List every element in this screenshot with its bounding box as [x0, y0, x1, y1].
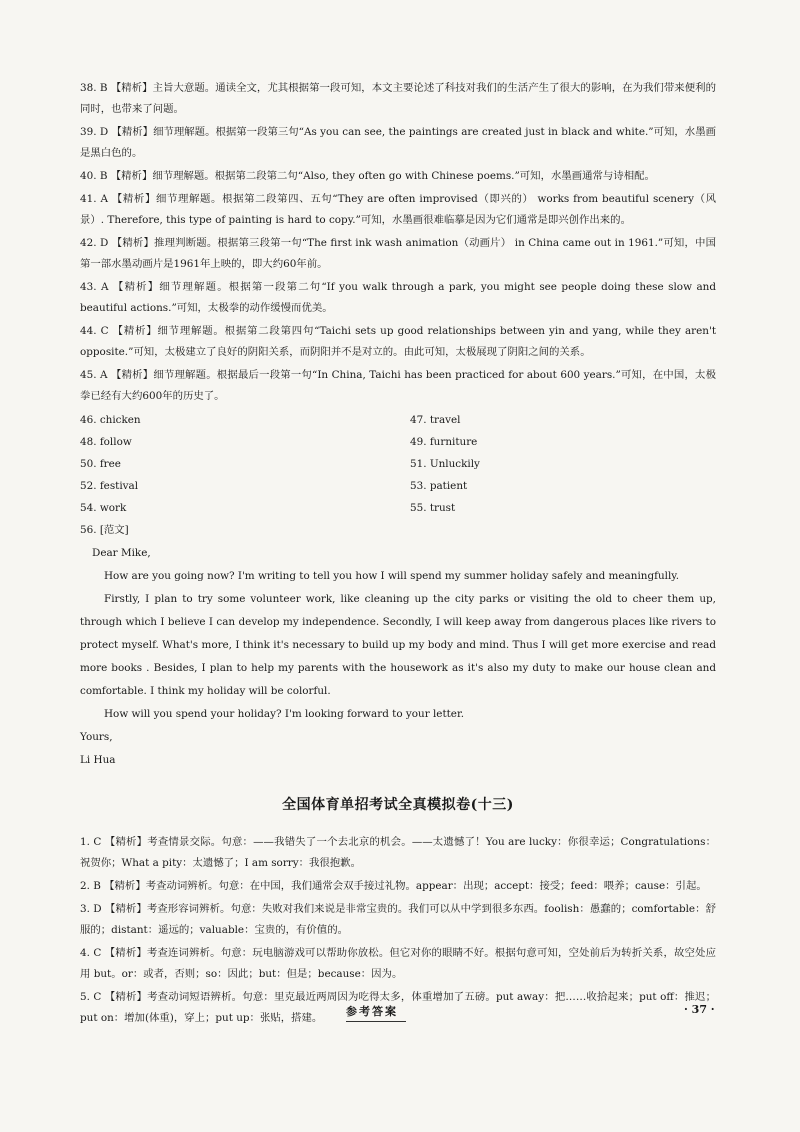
answers-part-b	[80, 832, 716, 1029]
vocab-item: 54. work	[80, 502, 127, 514]
essay-paragraph: How will you spend your holiday? I'm looking forward to your letter.	[104, 708, 465, 720]
answer-item: 45. A 【精析】细节理解题。根据最后一段第一句“In China, Taichi has been practiced for about 600 years.”可知，在中国，太极拳已经有大约600年的历史了。	[80, 369, 716, 402]
answer-item: 44. C 【精析】细节理解题。根据第二段第四句“Taichi sets up good relationships between yin and yang, while they aren't opposite.”可知，太极建立了良好的阴阳关系，而阴阳并不是对立的。由此可知，太极展现了阴阳之间的关系。	[80, 325, 716, 358]
vocab-item: 46. chicken	[80, 414, 141, 426]
answer-item: 5. C 【精析】考查动词短语辨析。句意：里克最近两周因为吃得太多，体重增加了五磅。put away：把……收拾起来；put off：推迟；put on：增加(体重)，穿上；put up：张贴，搭建。	[80, 991, 716, 1024]
answer-item: 1. C 【精析】考查情景交际。句意：——我错失了一个去北京的机会。——太遗憾了！You are lucky：你很幸运；Congratulations：祝贺你；What a pity：太遗憾了；I am sorry：我很抱歉。	[80, 836, 716, 869]
vocab-answers	[80, 409, 716, 519]
answer-item: 40. B 【精析】细节理解题。根据第二段第二句“Also, they often go with Chinese poems.”可知，水墨画通常与诗相配。	[80, 170, 655, 182]
model-essay	[80, 519, 716, 772]
answer-item: 3. D 【精析】考查形容词辨析。句意：失败对我们来说是非常宝贵的。我们可以从中学到很多东西。foolish：愚蠢的；comfortable：舒服的；distant：遥远的；valuable：宝贵的，有价值的。	[80, 903, 716, 936]
essay-paragraph: Firstly, I plan to try some volunteer work, like cleaning up the city parks or visiting the old to cheer them up, through which I believe I can develop my independence. Secondly, I will keep away from dangerous places like rivers to protect myself. What's more, I think it's necessary to build up my body and mind. Thus I will get more exercise and read more books . Besides, I plan to help my parents with the housework as it's also my duty to make our house clean and comfortable. I think my holiday will be colorful.	[80, 593, 716, 697]
essay-label: 56. [范文]	[80, 524, 129, 536]
page-number: · 37 ·	[684, 1003, 715, 1016]
footer-label: 参考答案	[346, 1005, 398, 1018]
vocab-item: 51. Unluckily	[410, 458, 480, 470]
essay-greeting: Dear Mike,	[92, 547, 151, 559]
answer-item: 2. B 【精析】考查动词辨析。句意：在中国，我们通常会双手接过礼物。appear：出现；accept：接受；feed：喂养；cause：引起。	[80, 880, 707, 892]
answer-content	[80, 78, 716, 1031]
essay-signature: Li Hua	[80, 754, 116, 766]
footer-underline	[346, 1021, 406, 1022]
answer-item: 43. A 【精析】细节理解题。根据第一段第二句“If you walk through a park, you might see people doing these slow and beautiful actions.”可知，太极拳的动作缓慢而优美。	[80, 281, 716, 314]
section-title: 全国体育单招考试全真模拟卷(十三)	[282, 797, 514, 813]
answer-item: 42. D 【精析】推理判断题。根据第三段第一句“The first ink wash animation（动画片） in China came out in 1961.”可知，中国第一部水墨动画片是1961年上映的，即大约60年前。	[80, 237, 716, 270]
answer-item: 41. A 【精析】细节理解题。根据第二段第四、五句“They are often improvised（即兴的） works from beautiful scenery（风景）. Therefore, this type of painting is hard to copy.”可知，水墨画很难临摹是因为它们通常是即兴创作出来的。	[80, 193, 716, 226]
vocab-item: 48. follow	[80, 436, 132, 448]
vocab-item: 52. festival	[80, 480, 139, 492]
answer-item: 4. C 【精析】考查连词辨析。句意：玩电脑游戏可以帮助你放松。但它对你的眼睛不好。根据句意可知，空处前后为转折关系，故空处应用 but。or：或者，否则；so：因此；but：但是；because：因为。	[80, 947, 716, 980]
vocab-item: 47. travel	[410, 414, 461, 426]
essay-paragraph: How are you going now? I'm writing to tell you how I will spend my summer holiday safely and meaningfully.	[104, 570, 680, 582]
vocab-item: 53. patient	[410, 480, 468, 492]
essay-closing: Yours,	[80, 731, 113, 743]
answer-item: 38. B 【精析】主旨大意题。通读全文，尤其根据第一段可知，本文主要论述了科技对我们的生活产生了很大的影响，在为我们带来便利的同时，也带来了问题。	[80, 82, 716, 115]
vocab-item: 49. furniture	[410, 436, 478, 448]
vocab-item: 55. trust	[410, 502, 456, 514]
answers-part-a	[80, 78, 716, 407]
vocab-item: 50. free	[80, 458, 121, 470]
answer-item: 39. D 【精析】细节理解题。根据第一段第三句“As you can see, the paintings are created just in black and white.”可知，水墨画是黑白色的。	[80, 126, 716, 159]
